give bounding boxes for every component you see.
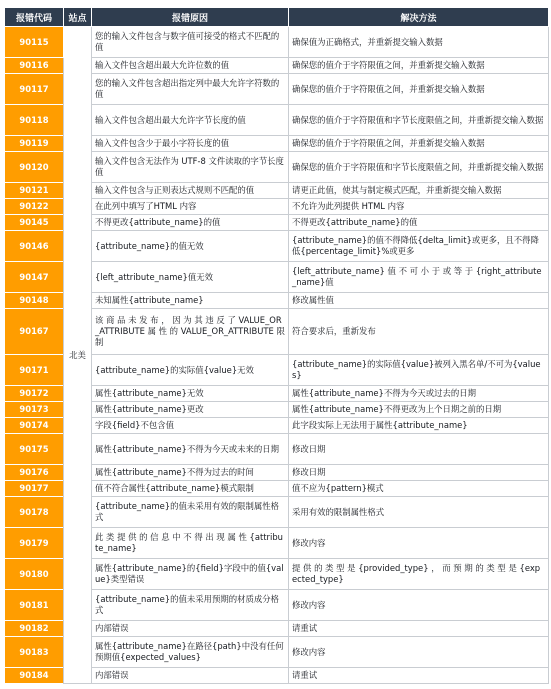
error-code-cell: 90122	[5, 199, 64, 215]
reason-cell: {attribute_name}的值未采用有效的限制属性格式	[92, 497, 289, 528]
error-code-cell: 90183	[5, 637, 64, 668]
reason-cell: 输入文件包含少于最小字符长度的值	[92, 136, 289, 152]
solution-cell: {attribute_name}的实际值{value}被列入黑名单/不可为{values}	[289, 355, 549, 386]
solution-cell: 值不应为{pattern}模式	[289, 481, 549, 497]
error-code-cell: 90116	[5, 58, 64, 74]
error-code-cell: 90119	[5, 136, 64, 152]
reason-cell: {left_attribute_name}值无效	[92, 262, 289, 293]
table-header-row	[5, 8, 549, 27]
error-code-cell: 90180	[5, 559, 64, 590]
error-code-table	[4, 7, 549, 684]
reason-cell: 此 类 提 供 的 信 息 中 不 得 出 现 属 性 {attribute_name}	[92, 528, 289, 559]
header-site: 站点	[64, 8, 92, 27]
solution-cell: 请更正此值，使其与制定模式匹配，并重新提交输入数据	[289, 183, 549, 199]
solution-cell: 提 供 的 类 型 是 {provided_type} ， 而 预 期 的 类 型 是 {expected_type}	[289, 559, 549, 590]
solution-cell: 采用有效的限制属性格式	[289, 497, 549, 528]
solution-cell: {attribute_name}的值不得降低{delta_limit}或更多，且不得降低{percentage_limit}%或更多	[289, 231, 549, 262]
reason-cell: 属性{attribute_name}在路径{path}中没有任何预期值{expected_values}	[92, 637, 289, 668]
error-code-cell: 90171	[5, 355, 64, 386]
solution-cell: 修改日期	[289, 465, 549, 481]
error-code-cell: 90145	[5, 215, 64, 231]
reason-cell: 字段{field}不包含值	[92, 418, 289, 434]
table-row	[5, 27, 549, 58]
error-code-cell: 90115	[5, 27, 64, 58]
header-solution: 解决方法	[289, 8, 549, 27]
solution-cell: 属性{attribute_name}不得为今天或过去的日期	[289, 386, 549, 402]
error-code-cell: 90175	[5, 434, 64, 465]
error-code-cell: 90117	[5, 74, 64, 105]
solution-cell: 不允许为此列提供 HTML 内容	[289, 199, 549, 215]
solution-cell: {left_attribute_name} 值 不 可 小 于 或 等 于 {right_attribute_name}值	[289, 262, 549, 293]
reason-cell: 输入文件包含与正则表达式规则不匹配的值	[92, 183, 289, 199]
solution-cell: 修改日期	[289, 434, 549, 465]
reason-cell: 输入文件包含无法作为 UTF-8 文件读取的字节长度值	[92, 152, 289, 183]
solution-cell: 修改内容	[289, 528, 549, 559]
error-code-cell: 90148	[5, 293, 64, 309]
error-code-cell: 90121	[5, 183, 64, 199]
error-code-cell: 90184	[5, 668, 64, 684]
reason-cell: 输入文件包含超出最大允许字节长度的值	[92, 105, 289, 136]
error-code-cell: 90146	[5, 231, 64, 262]
reason-cell: 属性{attribute_name}更改	[92, 402, 289, 418]
error-code-cell: 90181	[5, 590, 64, 621]
solution-cell: 修改内容	[289, 637, 549, 668]
solution-cell: 修改内容	[289, 590, 549, 621]
error-code-cell: 90120	[5, 152, 64, 183]
solution-cell: 确保您的值介于字符限值之间，并重新提交输入数据	[289, 136, 549, 152]
solution-cell: 请重试	[289, 621, 549, 637]
error-code-cell: 90177	[5, 481, 64, 497]
solution-cell: 确保您的值介于字符限值和字节长度限值之间，并重新提交输入数据	[289, 105, 549, 136]
reason-cell: {attribute_name}的实际值{value}无效	[92, 355, 289, 386]
solution-cell: 确保值为正确格式，并重新提交输入数据	[289, 27, 549, 58]
error-code-cell: 90167	[5, 309, 64, 355]
reason-cell: 您的输入文件包含超出指定列中最大允许字符数的值	[92, 74, 289, 105]
reason-cell: 未知属性{attribute_name}	[92, 293, 289, 309]
reason-cell: 属性{attribute_name}不得为今天或未来的日期	[92, 434, 289, 465]
error-code-cell: 90173	[5, 402, 64, 418]
reason-cell: 属性{attribute_name}无效	[92, 386, 289, 402]
solution-cell: 此字段实际上无法用于属性{attribute_name}	[289, 418, 549, 434]
error-code-cell: 90182	[5, 621, 64, 637]
reason-cell: 在此列中填写了HTML 内容	[92, 199, 289, 215]
reason-cell: 您的输入文件包含与数字值可接受的格式不匹配的值	[92, 27, 289, 58]
solution-cell: 确保您的值介于字符限值之间，并重新提交输入数据	[289, 58, 549, 74]
reason-cell: {attribute_name}的值未采用预期的材质成分格式	[92, 590, 289, 621]
header-code: 报错代码	[5, 8, 64, 27]
table-body	[5, 27, 549, 684]
solution-cell: 请重试	[289, 668, 549, 684]
error-code-cell: 90118	[5, 105, 64, 136]
reason-cell: 输入文件包含超出最大允许位数的值	[92, 58, 289, 74]
reason-cell: 内部错误	[92, 668, 289, 684]
site-cell: 北美	[64, 27, 92, 684]
error-code-table-container	[4, 7, 548, 684]
error-code-cell: 90176	[5, 465, 64, 481]
reason-cell: 该 商 品 未 发 布 ， 因 为 其 违 反 了 VALUE_OR_ATTRIBUTE 属 性 的 VALUE_OR_ATTRIBUTE 限制	[92, 309, 289, 355]
solution-cell: 符合要求后，重新发布	[289, 309, 549, 355]
error-code-cell: 90179	[5, 528, 64, 559]
error-code-cell: 90147	[5, 262, 64, 293]
reason-cell: 不得更改{attribute_name}的值	[92, 215, 289, 231]
error-code-cell: 90178	[5, 497, 64, 528]
reason-cell: 属性{attribute_name}的{field}字段中的值{value}类型错误	[92, 559, 289, 590]
solution-cell: 属性{attribute_name}不得更改为上个日期之前的日期	[289, 402, 549, 418]
error-code-cell: 90172	[5, 386, 64, 402]
error-code-cell: 90174	[5, 418, 64, 434]
solution-cell: 确保您的值介于字符限值之间，并重新提交输入数据	[289, 74, 549, 105]
header-reason: 报错原因	[92, 8, 289, 27]
reason-cell: 属性{attribute_name}不得为过去的时间	[92, 465, 289, 481]
reason-cell: {attribute_name}的值无效	[92, 231, 289, 262]
solution-cell: 不得更改{attribute_name}的值	[289, 215, 549, 231]
reason-cell: 内部错误	[92, 621, 289, 637]
reason-cell: 值不符合属性{attribute_name}模式限制	[92, 481, 289, 497]
solution-cell: 确保您的值介于字符限值和字节长度限值之间，并重新提交输入数据	[289, 152, 549, 183]
solution-cell: 修改属性值	[289, 293, 549, 309]
